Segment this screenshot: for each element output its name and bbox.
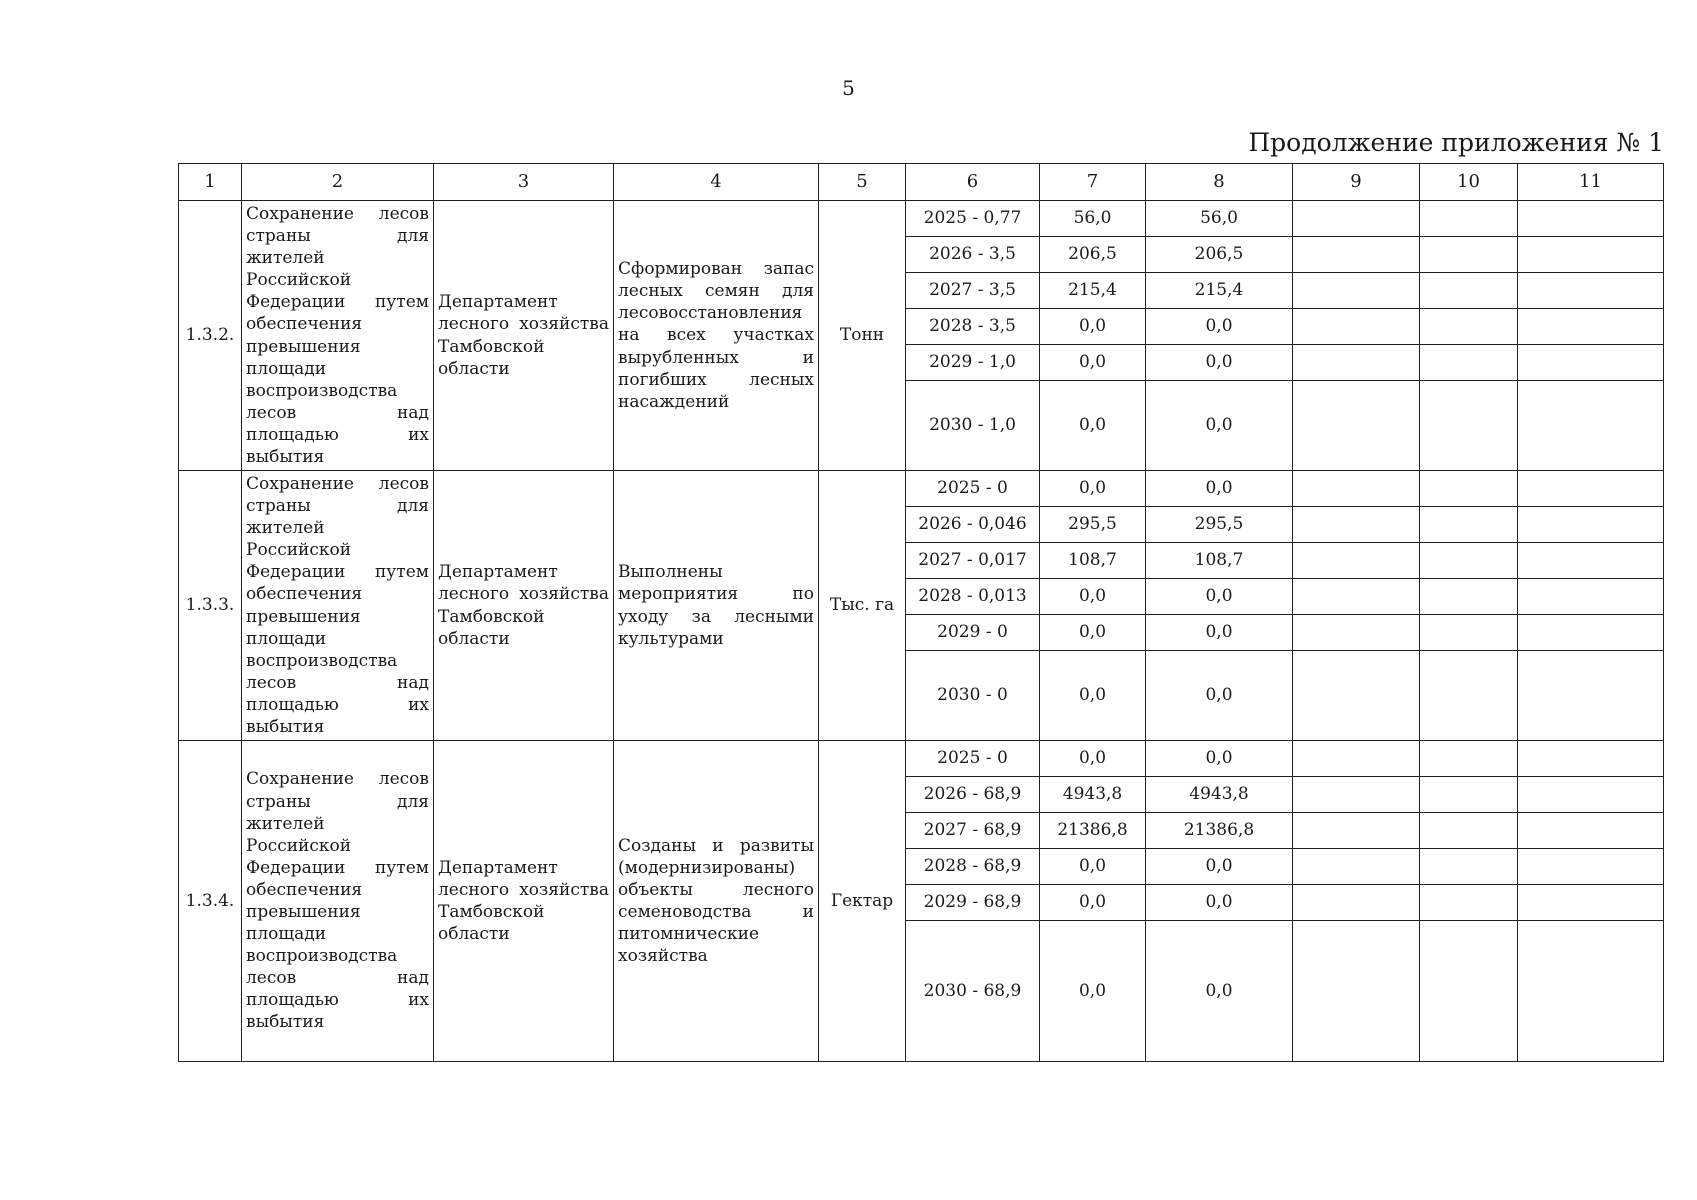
event-name: Сохранение лесов страны для жителей Российской Федерации путем обеспечения превышения площади воспроизводства лесов над площадью их выбытия: [242, 201, 434, 471]
value-col8: 0,0: [1146, 921, 1293, 1062]
unit: Тыс. га: [819, 471, 906, 741]
year-target: 2029 - 1,0: [906, 345, 1040, 381]
year-target: 2030 - 1,0: [906, 381, 1040, 471]
empty-cell: [1420, 309, 1518, 345]
value-col8: 0,0: [1146, 381, 1293, 471]
empty-cell: [1293, 273, 1420, 309]
empty-cell: [1293, 615, 1420, 651]
empty-cell: [1420, 885, 1518, 921]
year-target: 2027 - 0,017: [906, 543, 1040, 579]
empty-cell: [1420, 201, 1518, 237]
empty-cell: [1518, 507, 1664, 543]
value-col7: 206,5: [1040, 237, 1146, 273]
empty-cell: [1293, 885, 1420, 921]
empty-cell: [1420, 921, 1518, 1062]
empty-cell: [1293, 849, 1420, 885]
year-target: 2027 - 68,9: [906, 813, 1040, 849]
value-col7: 21386,8: [1040, 813, 1146, 849]
header-cell: 7: [1040, 164, 1146, 201]
header-row: [179, 164, 1664, 201]
empty-cell: [1420, 579, 1518, 615]
value-col7: 0,0: [1040, 741, 1146, 777]
value-col8: 0,0: [1146, 885, 1293, 921]
empty-cell: [1518, 741, 1664, 777]
header-cell: 3: [434, 164, 614, 201]
value-col8: 0,0: [1146, 309, 1293, 345]
value-col8: 56,0: [1146, 201, 1293, 237]
value-col7: 295,5: [1040, 507, 1146, 543]
empty-cell: [1293, 813, 1420, 849]
year-target: 2028 - 68,9: [906, 849, 1040, 885]
row-number: 1.3.2.: [179, 201, 242, 471]
year-target: 2028 - 0,013: [906, 579, 1040, 615]
year-target: 2029 - 68,9: [906, 885, 1040, 921]
value-col8: 0,0: [1146, 741, 1293, 777]
year-target: 2025 - 0: [906, 741, 1040, 777]
event-name: Сохранение лесов страны для жителей Российской Федерации путем обеспечения превышения площади воспроизводства лесов над площадью их выбытия: [242, 471, 434, 741]
value-col7: 0,0: [1040, 345, 1146, 381]
unit: Тонн: [819, 201, 906, 471]
value-col7: 0,0: [1040, 579, 1146, 615]
empty-cell: [1420, 345, 1518, 381]
empty-cell: [1293, 309, 1420, 345]
value-col7: 108,7: [1040, 543, 1146, 579]
empty-cell: [1293, 507, 1420, 543]
empty-cell: [1420, 237, 1518, 273]
header-cell: 8: [1146, 164, 1293, 201]
value-col7: 56,0: [1040, 201, 1146, 237]
header-cell: 4: [614, 164, 819, 201]
value-col7: 0,0: [1040, 921, 1146, 1062]
year-target: 2027 - 3,5: [906, 273, 1040, 309]
continuation-title: Продолжение приложения № 1: [1248, 128, 1664, 157]
empty-cell: [1518, 543, 1664, 579]
year-target: 2026 - 0,046: [906, 507, 1040, 543]
table-row: [179, 201, 1664, 237]
value-col8: 0,0: [1146, 849, 1293, 885]
table-row: [179, 471, 1664, 507]
value-col7: 0,0: [1040, 615, 1146, 651]
empty-cell: [1518, 615, 1664, 651]
year-target: 2030 - 0: [906, 651, 1040, 741]
value-col7: 0,0: [1040, 381, 1146, 471]
empty-cell: [1420, 849, 1518, 885]
page-number: 5: [842, 76, 855, 100]
empty-cell: [1518, 309, 1664, 345]
empty-cell: [1293, 471, 1420, 507]
value-col8: 206,5: [1146, 237, 1293, 273]
event-name: Сохранение лесов страны для жителей Российской Федерации путем обеспечения превышения площади воспроизводства лесов над площадью их выбытия: [242, 741, 434, 1062]
empty-cell: [1420, 381, 1518, 471]
value-col7: 0,0: [1040, 309, 1146, 345]
empty-cell: [1518, 777, 1664, 813]
header-cell: 6: [906, 164, 1040, 201]
header-cell: 2: [242, 164, 434, 201]
header-cell: 9: [1293, 164, 1420, 201]
result-description: Выполнены мероприятия по уходу за лесными культурами: [614, 471, 819, 741]
value-col7: 0,0: [1040, 471, 1146, 507]
year-target: 2025 - 0,77: [906, 201, 1040, 237]
empty-cell: [1420, 471, 1518, 507]
empty-cell: [1293, 777, 1420, 813]
value-col7: 215,4: [1040, 273, 1146, 309]
empty-cell: [1518, 813, 1664, 849]
header-cell: 11: [1518, 164, 1664, 201]
header-cell: 10: [1420, 164, 1518, 201]
value-col7: 4943,8: [1040, 777, 1146, 813]
empty-cell: [1293, 201, 1420, 237]
header-cell: 1: [179, 164, 242, 201]
unit: Гектар: [819, 741, 906, 1062]
empty-cell: [1293, 651, 1420, 741]
value-col8: 108,7: [1146, 543, 1293, 579]
value-col8: 215,4: [1146, 273, 1293, 309]
year-target: 2030 - 68,9: [906, 921, 1040, 1062]
empty-cell: [1420, 813, 1518, 849]
empty-cell: [1293, 345, 1420, 381]
empty-cell: [1293, 741, 1420, 777]
empty-cell: [1518, 471, 1664, 507]
row-number: 1.3.4.: [179, 741, 242, 1062]
value-col8: 0,0: [1146, 471, 1293, 507]
empty-cell: [1420, 615, 1518, 651]
year-target: 2025 - 0: [906, 471, 1040, 507]
year-target: 2026 - 68,9: [906, 777, 1040, 813]
year-target: 2028 - 3,5: [906, 309, 1040, 345]
empty-cell: [1293, 543, 1420, 579]
value-col7: 0,0: [1040, 849, 1146, 885]
value-col8: 0,0: [1146, 579, 1293, 615]
year-target: 2026 - 3,5: [906, 237, 1040, 273]
empty-cell: [1518, 579, 1664, 615]
year-target: 2029 - 0: [906, 615, 1040, 651]
value-col7: 0,0: [1040, 885, 1146, 921]
department: Департамент лесного хозяйства Тамбовской области: [434, 201, 614, 471]
empty-cell: [1293, 381, 1420, 471]
empty-cell: [1518, 651, 1664, 741]
row-number: 1.3.3.: [179, 471, 242, 741]
header-cell: 5: [819, 164, 906, 201]
table-row: [179, 741, 1664, 777]
empty-cell: [1293, 921, 1420, 1062]
department: Департамент лесного хозяйства Тамбовской области: [434, 741, 614, 1062]
empty-cell: [1518, 885, 1664, 921]
value-col8: 21386,8: [1146, 813, 1293, 849]
empty-cell: [1518, 849, 1664, 885]
value-col8: 0,0: [1146, 345, 1293, 381]
empty-cell: [1420, 741, 1518, 777]
empty-cell: [1293, 579, 1420, 615]
empty-cell: [1420, 543, 1518, 579]
data-table: [178, 163, 1664, 1062]
value-col8: 4943,8: [1146, 777, 1293, 813]
empty-cell: [1518, 921, 1664, 1062]
empty-cell: [1518, 273, 1664, 309]
empty-cell: [1518, 345, 1664, 381]
department: Департамент лесного хозяйства Тамбовской области: [434, 471, 614, 741]
result-description: Сформирован запас лесных семян для лесовосстановления на всех участках вырубленных и погибших лесных насаждений: [614, 201, 819, 471]
empty-cell: [1518, 237, 1664, 273]
empty-cell: [1518, 201, 1664, 237]
result-description: Созданы и развиты (модернизированы) объекты лесного семеноводства и питомнические хозяйства: [614, 741, 819, 1062]
value-col8: 295,5: [1146, 507, 1293, 543]
value-col8: 0,0: [1146, 615, 1293, 651]
empty-cell: [1420, 651, 1518, 741]
value-col7: 0,0: [1040, 651, 1146, 741]
empty-cell: [1518, 381, 1664, 471]
empty-cell: [1420, 273, 1518, 309]
empty-cell: [1420, 777, 1518, 813]
value-col8: 0,0: [1146, 651, 1293, 741]
empty-cell: [1293, 237, 1420, 273]
empty-cell: [1420, 507, 1518, 543]
